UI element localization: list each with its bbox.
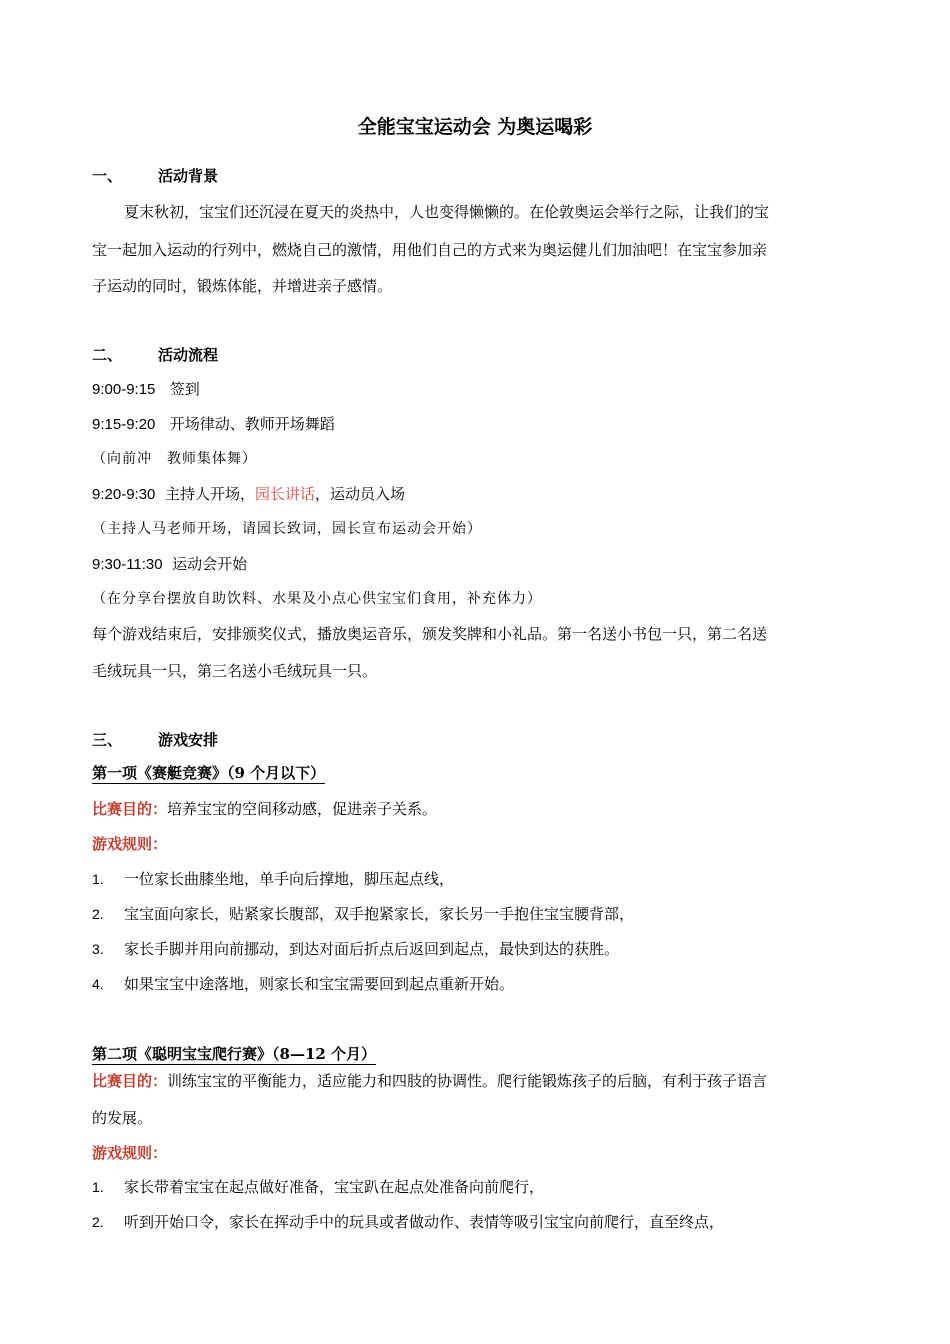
game-1-rules-label: 游戏规则： xyxy=(92,835,168,853)
purpose-label: 比赛目的： xyxy=(92,800,168,818)
schedule-text: 开场律动、教师开场舞蹈 xyxy=(169,415,335,433)
schedule-time: 9:15-9:20 xyxy=(92,416,156,433)
schedule-item-3 xyxy=(92,484,405,505)
highlight-text: 园长讲话 xyxy=(254,485,315,503)
section-3-number: 三、 xyxy=(92,731,123,749)
rule-text: 家长带着宝宝在起点做好准备，宝宝趴在起点处准备向前爬行， xyxy=(124,1178,545,1196)
section-2-number: 二、 xyxy=(92,346,123,364)
rule-number: 1. xyxy=(92,871,104,887)
rule-number: 1. xyxy=(92,1179,104,1195)
section-1-number: 一、 xyxy=(92,167,123,185)
background-line-1: 夏末秋初，宝宝们还沉浸在夏天的炎热中，人也变得懒懒的。在伦敦奥运会举行之际，让我们的宝 xyxy=(124,203,770,221)
game-title-text: 第二项《聪明宝宝爬行赛》（8—12 个月） xyxy=(92,1045,377,1063)
game-title-text: 第一项《赛艇竞赛》（9 个月以下） xyxy=(92,764,326,782)
background-line-3: 子运动的同时，锻炼体能，并增进亲子感情。 xyxy=(92,277,393,295)
schedule-item-1 xyxy=(92,379,200,400)
schedule-text: 主持人开场， xyxy=(164,485,255,503)
game-1-purpose xyxy=(92,799,437,819)
game-2-rules-label: 游戏规则： xyxy=(92,1144,168,1162)
purpose-text: 培养宝宝的空间移动感，促进亲子关系。 xyxy=(167,800,438,818)
rule-text: 宝宝面向家长，贴紧家长腹部，双手抱紧家长，家长另一手抱住宝宝腰背部， xyxy=(124,905,635,923)
section-2-title: 活动流程 xyxy=(158,346,219,364)
schedule-note-2: （主持人马老师开场，请园长致词，园长宣布运动会开始） xyxy=(92,521,482,537)
game-2-title xyxy=(92,1044,376,1064)
schedule-text: 签到 xyxy=(169,380,200,398)
closing-line-1: 每个游戏结束后，安排颁奖仪式，播放奥运音乐，颁发奖牌和小礼品。第一名送小书包一只，第二名送 xyxy=(92,625,768,643)
background-line-2: 宝一起加入运动的行列中，燃烧自己的激情，用他们自己的方式来为奥运健儿们加油吧！在宝宝参加亲 xyxy=(92,241,768,259)
schedule-time: 9:00-9:15 xyxy=(92,381,156,398)
rule-text: 家长手脚并用向前挪动，到达对面后折点后返回到起点，最快到达的获胜。 xyxy=(124,940,620,958)
schedule-text: ，运动员入场 xyxy=(314,485,405,503)
rule-text: 如果宝宝中途落地，则家长和宝宝需要回到起点重新开始。 xyxy=(124,975,515,993)
schedule-note-3: （在分享台摆放自助饮料、水果及小点心供宝宝们食用，补充体力） xyxy=(92,591,542,607)
schedule-text: 运动会开始 xyxy=(172,555,248,573)
purpose-text: 训练宝宝的平衡能力，适应能力和四肢的协调性。爬行能锻炼孩子的后脑，有利于孩子语言 xyxy=(167,1072,768,1090)
rule-number: 3. xyxy=(92,941,104,957)
rule-number: 2. xyxy=(92,1214,104,1230)
game-2-purpose xyxy=(92,1071,767,1091)
section-3-title: 游戏安排 xyxy=(158,731,219,749)
rule-text: 一位家长曲膝坐地，单手向后撑地，脚压起点线， xyxy=(124,870,455,888)
section-1-title: 活动背景 xyxy=(158,167,219,185)
document-title: 全能宝宝运动会 为奥运喝彩 xyxy=(357,116,593,138)
purpose-label: 比赛目的： xyxy=(92,1072,168,1090)
rule-text: 听到开始口令，家长在挥动手中的玩具或者做动作、表情等吸引宝宝向前爬行，直至终点， xyxy=(124,1213,725,1231)
rule-number: 2. xyxy=(92,906,104,922)
game-2-purpose-line-2: 的发展。 xyxy=(92,1109,153,1127)
schedule-time: 9:30-11:30 xyxy=(92,556,163,573)
schedule-time: 9:20-9:30 xyxy=(92,486,156,503)
schedule-note-1: （向前冲 教师集体舞） xyxy=(92,451,257,467)
schedule-item-2 xyxy=(92,414,335,435)
rule-number: 4. xyxy=(92,976,104,992)
schedule-item-4 xyxy=(92,554,247,575)
closing-line-2: 毛绒玩具一只，第三名送小毛绒玩具一只。 xyxy=(92,662,378,680)
game-1-title xyxy=(92,763,325,783)
